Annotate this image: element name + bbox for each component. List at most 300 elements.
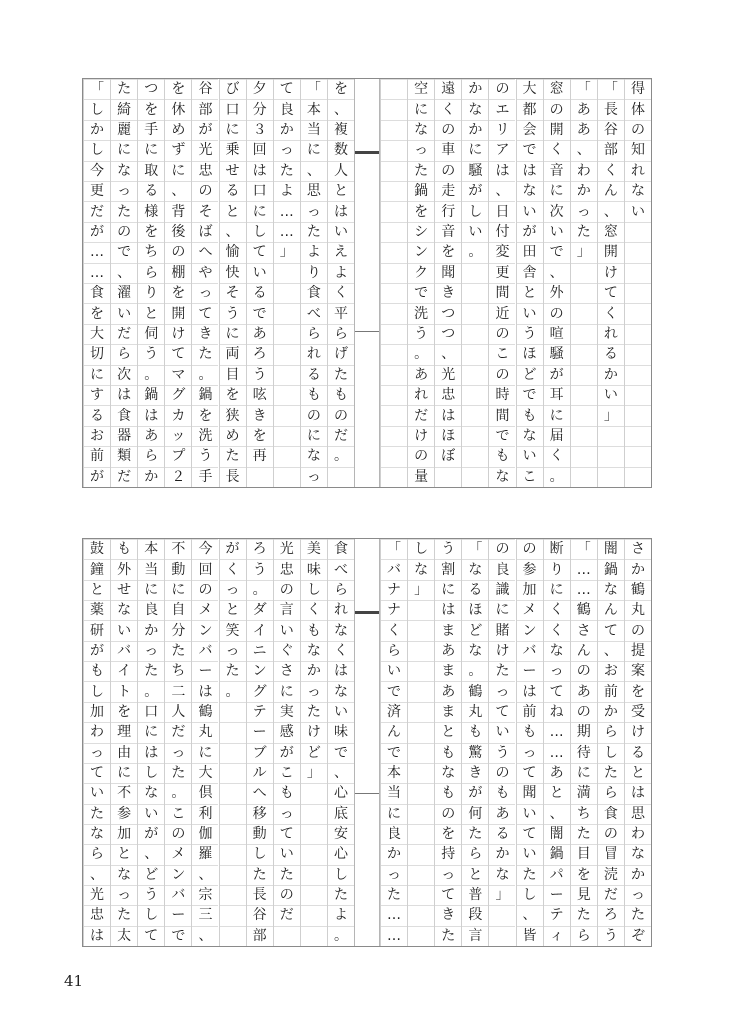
grid-cell	[381, 263, 407, 283]
manuscript-char: と	[90, 581, 105, 598]
manuscript-char: か	[603, 366, 618, 383]
manuscript-char: 舎	[522, 264, 537, 281]
manuscript-char: け	[171, 326, 186, 342]
manuscript-line	[247, 539, 273, 946]
manuscript-char: な	[306, 642, 321, 659]
manuscript-char: 背	[171, 203, 186, 220]
manuscript-char: っ	[630, 887, 645, 904]
manuscript-char: 回	[252, 142, 267, 159]
manuscript-char: に	[90, 366, 105, 383]
manuscript-char: く	[549, 448, 564, 465]
manuscript-char: グ	[252, 683, 267, 700]
manuscript-column	[407, 539, 434, 946]
manuscript-char: 」	[306, 765, 321, 782]
manuscript-char: 目	[225, 366, 240, 383]
manuscript-char: が	[90, 224, 105, 240]
manuscript-char: 言	[279, 602, 294, 619]
manuscript-char: 目	[576, 846, 591, 863]
manuscript-char: た	[279, 162, 294, 179]
manuscript-char: ほ	[468, 602, 483, 619]
manuscript-char: さ	[576, 622, 591, 639]
manuscript-char: 窓	[603, 224, 618, 240]
manuscript-char: ら	[603, 724, 618, 741]
manuscript-line	[274, 539, 300, 946]
manuscript-char: に	[306, 142, 321, 159]
manuscript-char: し	[603, 744, 618, 761]
manuscript-char: げ	[333, 346, 348, 363]
manuscript-char: よ	[306, 244, 321, 261]
manuscript-char: も	[522, 407, 537, 424]
manuscript-char: 丸	[198, 724, 213, 741]
manuscript-char: 提	[630, 642, 645, 659]
manuscript-char: …	[549, 724, 564, 741]
manuscript-char: で	[387, 744, 402, 761]
sheet-bottom-right-half	[379, 539, 651, 946]
manuscript-char: た	[576, 826, 591, 843]
manuscript-char: 。	[198, 366, 213, 383]
manuscript-char: ン	[522, 622, 537, 639]
manuscript-char: バ	[522, 642, 537, 659]
manuscript-char: が	[225, 541, 240, 558]
manuscript-char: ち	[171, 663, 186, 680]
manuscript-char: て	[441, 887, 456, 904]
manuscript-char: 、	[333, 765, 348, 782]
manuscript-char: は	[522, 683, 537, 700]
manuscript-sheet-top	[82, 78, 652, 488]
manuscript-char: に	[144, 142, 159, 159]
manuscript-char: と	[144, 305, 159, 322]
manuscript-char: た	[333, 366, 348, 383]
manuscript-char: 鶴	[630, 581, 645, 598]
manuscript-char: テ	[549, 907, 564, 924]
manuscript-line	[192, 539, 218, 946]
manuscript-char: る	[495, 826, 510, 843]
manuscript-char: は	[522, 162, 537, 179]
manuscript-char: ら	[603, 785, 618, 802]
manuscript-char: 平	[333, 305, 348, 322]
manuscript-char: 。	[549, 468, 564, 485]
manuscript-column	[327, 539, 354, 946]
manuscript-char: 宗	[198, 887, 213, 904]
grid-cell	[381, 242, 407, 262]
manuscript-char: 、	[198, 866, 213, 883]
manuscript-char: け	[414, 428, 429, 444]
manuscript-column	[327, 79, 354, 487]
manuscript-char: っ	[576, 203, 591, 220]
manuscript-char: の	[495, 541, 510, 558]
manuscript-char: 外	[117, 561, 132, 578]
manuscript-char: た	[387, 887, 402, 904]
manuscript-char: 段	[468, 907, 483, 924]
manuscript-char: か	[279, 122, 294, 138]
manuscript-char: な	[630, 846, 645, 863]
manuscript-char: の	[549, 101, 564, 118]
manuscript-char: て	[603, 622, 618, 639]
manuscript-char: 断	[549, 541, 564, 558]
manuscript-char: の	[198, 183, 213, 200]
manuscript-char: で	[252, 305, 267, 322]
manuscript-char: 鍋	[603, 561, 618, 578]
manuscript-char: す	[90, 387, 105, 404]
manuscript-char: 割	[441, 561, 456, 578]
manuscript-char: に	[549, 183, 564, 200]
manuscript-char: に	[414, 101, 429, 118]
grid-cell	[381, 324, 407, 344]
manuscript-char: 鼓	[90, 541, 105, 558]
manuscript-char: ん	[387, 724, 402, 741]
manuscript-column	[543, 539, 570, 946]
manuscript-char: 加	[522, 581, 537, 598]
manuscript-char: う	[495, 744, 510, 761]
manuscript-char: も	[90, 663, 105, 680]
manuscript-char: 参	[522, 561, 537, 578]
manuscript-char: 動	[252, 826, 267, 843]
manuscript-char: 由	[117, 744, 132, 761]
manuscript-char: の	[333, 407, 348, 424]
manuscript-line	[301, 539, 327, 946]
manuscript-char: 綺	[117, 101, 132, 118]
manuscript-char: け	[630, 724, 645, 741]
manuscript-char: ん	[576, 642, 591, 659]
manuscript-char: イ	[252, 622, 267, 639]
manuscript-char: 、	[225, 224, 240, 240]
manuscript-char: た	[171, 765, 186, 782]
manuscript-line	[328, 539, 354, 946]
manuscript-char: ン	[171, 866, 186, 883]
manuscript-char: あ	[576, 101, 591, 118]
manuscript-char: で	[522, 142, 537, 159]
manuscript-char: れ	[414, 387, 429, 404]
manuscript-char: …	[549, 744, 564, 761]
grid-cell	[381, 283, 407, 303]
manuscript-char: せ	[225, 162, 240, 179]
manuscript-char: な	[144, 785, 159, 802]
manuscript-char: 食	[306, 285, 321, 302]
manuscript-char: か	[495, 846, 510, 863]
manuscript-char: 麗	[117, 122, 132, 138]
manuscript-char: カ	[171, 407, 186, 424]
manuscript-char: 研	[90, 622, 105, 639]
manuscript-char: ク	[414, 264, 429, 281]
manuscript-char: の	[279, 887, 294, 904]
manuscript-char: 谷	[198, 81, 213, 98]
manuscript-column	[273, 539, 300, 946]
manuscript-char: い	[117, 305, 132, 322]
manuscript-char: つ	[441, 326, 456, 342]
manuscript-char: 。	[333, 448, 348, 465]
manuscript-line	[84, 539, 110, 946]
manuscript-char: か	[576, 183, 591, 200]
manuscript-char: 聞	[522, 785, 537, 802]
manuscript-line	[544, 539, 570, 946]
manuscript-char: 。	[333, 927, 348, 944]
manuscript-char: 良	[495, 561, 510, 578]
manuscript-char: ぞ	[630, 927, 645, 944]
manuscript-char: 両	[225, 346, 240, 363]
manuscript-line	[247, 79, 273, 487]
manuscript-char: に	[225, 122, 240, 138]
manuscript-char: 」	[414, 581, 429, 598]
manuscript-char: へ	[198, 244, 213, 261]
manuscript-char: あ	[144, 428, 159, 444]
manuscript-char: で	[171, 927, 186, 944]
manuscript-char: 人	[171, 703, 186, 720]
manuscript-char: た	[495, 663, 510, 680]
manuscript-char: 会	[522, 122, 537, 138]
manuscript-char: パ	[549, 866, 564, 883]
manuscript-char: い	[468, 224, 483, 240]
manuscript-char: ら	[333, 581, 348, 598]
manuscript-char: く	[549, 142, 564, 159]
manuscript-char: 空	[414, 81, 429, 98]
manuscript-char: 長	[225, 468, 240, 485]
manuscript-char: が	[522, 224, 537, 240]
manuscript-char: 開	[549, 122, 564, 138]
manuscript-char: 「	[90, 81, 105, 98]
manuscript-char: 識	[495, 581, 510, 598]
manuscript-char: う	[441, 541, 456, 558]
manuscript-char: か	[468, 122, 483, 138]
manuscript-char: っ	[306, 683, 321, 700]
manuscript-char: 、	[603, 203, 618, 220]
manuscript-char: 洗	[198, 428, 213, 444]
manuscript-char: う	[252, 561, 267, 578]
manuscript-char: 更	[90, 183, 105, 200]
manuscript-char: ろ	[252, 346, 267, 363]
manuscript-char: 期	[576, 724, 591, 741]
manuscript-char: ら	[387, 642, 402, 659]
manuscript-char: ー	[252, 724, 267, 741]
manuscript-char: こ	[495, 346, 510, 363]
manuscript-char: も	[306, 622, 321, 639]
manuscript-char: 本	[306, 101, 321, 118]
manuscript-char: な	[630, 183, 645, 200]
manuscript-char: い	[603, 387, 618, 404]
manuscript-char: し	[468, 203, 483, 220]
manuscript-char: は	[441, 407, 456, 424]
manuscript-char: の	[306, 407, 321, 424]
manuscript-char: で	[117, 244, 132, 261]
manuscript-char: い	[252, 264, 267, 281]
manuscript-char: お	[90, 428, 105, 444]
manuscript-char: て	[549, 683, 564, 700]
manuscript-char: だ	[171, 724, 186, 741]
manuscript-char: ま	[441, 703, 456, 720]
manuscript-char: に	[549, 581, 564, 598]
manuscript-char: た	[333, 887, 348, 904]
manuscript-char: と	[468, 866, 483, 883]
manuscript-char: 取	[144, 162, 159, 179]
manuscript-char: 夕	[252, 81, 267, 98]
manuscript-char: ナ	[387, 602, 402, 619]
manuscript-char: を	[252, 428, 267, 444]
manuscript-char: 皆	[522, 927, 537, 944]
manuscript-char: な	[495, 866, 510, 883]
manuscript-char: 持	[441, 846, 456, 863]
manuscript-line	[138, 539, 164, 946]
manuscript-char: 動	[171, 561, 186, 578]
manuscript-char: つ	[144, 81, 159, 98]
manuscript-char: 忠	[198, 162, 213, 179]
manuscript-char: 間	[495, 407, 510, 424]
manuscript-char: う	[198, 448, 213, 465]
manuscript-char: は	[144, 744, 159, 761]
manuscript-char: 。	[225, 683, 240, 700]
manuscript-char: だ	[279, 907, 294, 924]
manuscript-char: 「	[468, 541, 483, 558]
manuscript-char: も	[117, 541, 132, 558]
manuscript-sheet-bottom	[82, 538, 652, 947]
manuscript-char: く	[603, 305, 618, 322]
grid-cell	[381, 181, 407, 201]
manuscript-char: 「	[576, 541, 591, 558]
manuscript-char: 愉	[225, 244, 240, 261]
manuscript-char: た	[603, 765, 618, 782]
manuscript-char: と	[441, 724, 456, 741]
manuscript-char: っ	[306, 468, 321, 485]
manuscript-char: 驚	[468, 744, 483, 761]
manuscript-char: ダ	[252, 602, 267, 619]
manuscript-char: て	[198, 305, 213, 322]
manuscript-char: き	[198, 326, 213, 342]
manuscript-char: か	[144, 622, 159, 639]
manuscript-char: 谷	[603, 122, 618, 138]
manuscript-char: 光	[441, 366, 456, 383]
manuscript-char: 「	[306, 81, 321, 98]
manuscript-column	[219, 79, 246, 487]
manuscript-char: 、	[90, 866, 105, 883]
manuscript-char: 鍋	[414, 183, 429, 200]
manuscript-char: で	[522, 387, 537, 404]
manuscript-char: お	[603, 663, 618, 680]
manuscript-char: 実	[279, 703, 294, 720]
manuscript-char: へ	[252, 785, 267, 802]
manuscript-char: ば	[198, 224, 213, 240]
manuscript-char: の	[495, 765, 510, 782]
manuscript-char: い	[630, 203, 645, 220]
manuscript-char: 。	[252, 581, 267, 598]
manuscript-char: ん	[603, 602, 618, 619]
manuscript-char: と	[225, 203, 240, 220]
manuscript-char: る	[225, 183, 240, 200]
manuscript-char: た	[576, 907, 591, 924]
manuscript-char: に	[468, 142, 483, 159]
manuscript-char: と	[117, 846, 132, 863]
manuscript-char: 、	[522, 907, 537, 924]
manuscript-char: 「	[576, 81, 591, 98]
manuscript-line	[408, 539, 434, 946]
manuscript-char: 底	[333, 805, 348, 822]
manuscript-char: な	[414, 122, 429, 138]
manuscript-char: メ	[198, 602, 213, 619]
manuscript-char: ら	[144, 264, 159, 281]
manuscript-char: も	[495, 785, 510, 802]
manuscript-char: 伽	[198, 826, 213, 843]
manuscript-char: 手	[198, 468, 213, 485]
manuscript-char: ア	[495, 142, 510, 159]
manuscript-char: 人	[333, 162, 348, 179]
manuscript-char: ほ	[522, 346, 537, 363]
manuscript-char: に	[144, 581, 159, 598]
manuscript-char: り	[549, 561, 564, 578]
manuscript-char: っ	[414, 142, 429, 159]
manuscript-char: 部	[252, 927, 267, 944]
manuscript-char: 聞	[441, 264, 456, 281]
manuscript-char: か	[90, 122, 105, 138]
manuscript-char: っ	[117, 887, 132, 904]
manuscript-char: 濯	[117, 285, 132, 302]
manuscript-char: ッ	[171, 428, 186, 444]
manuscript-char: れ	[630, 162, 645, 179]
manuscript-char: な	[306, 448, 321, 465]
manuscript-char: …	[90, 244, 105, 261]
manuscript-char: 棚	[171, 264, 186, 281]
manuscript-char: リ	[495, 122, 510, 138]
manuscript-char: よ	[333, 264, 348, 281]
manuscript-char: て	[279, 826, 294, 843]
manuscript-column	[434, 79, 461, 487]
manuscript-char: き	[441, 907, 456, 924]
manuscript-char: だ	[333, 428, 348, 444]
manuscript-char: な	[468, 561, 483, 578]
manuscript-char: る	[468, 581, 483, 598]
manuscript-char: 口	[225, 101, 240, 118]
manuscript-char: か	[630, 866, 645, 883]
manuscript-char: い	[144, 805, 159, 822]
manuscript-char: 涜	[603, 866, 618, 883]
manuscript-char: け	[495, 642, 510, 659]
manuscript-column	[164, 79, 191, 487]
manuscript-char: を	[198, 407, 213, 424]
manuscript-char: 得	[630, 81, 645, 98]
manuscript-char: な	[414, 561, 429, 578]
manuscript-char: を	[630, 683, 645, 700]
manuscript-char: い	[333, 703, 348, 720]
manuscript-char: め	[171, 122, 186, 138]
manuscript-char: 変	[495, 244, 510, 261]
manuscript-char: し	[144, 765, 159, 782]
manuscript-char: わ	[90, 724, 105, 741]
manuscript-char: の	[441, 805, 456, 822]
manuscript-line	[408, 79, 434, 487]
manuscript-char: 」	[279, 244, 294, 261]
manuscript-char: 鐘	[90, 561, 105, 578]
manuscript-char: が	[468, 183, 483, 200]
grid-cell	[381, 446, 407, 466]
manuscript-char: 部	[603, 142, 618, 159]
manuscript-char: 今	[198, 541, 213, 558]
manuscript-char: く	[333, 285, 348, 302]
manuscript-char: ち	[576, 805, 591, 822]
manuscript-char: い	[279, 622, 294, 639]
manuscript-column	[164, 539, 191, 946]
manuscript-line	[435, 539, 461, 946]
manuscript-char: 谷	[252, 907, 267, 924]
manuscript-char: 心	[333, 846, 348, 863]
manuscript-char: ね	[549, 703, 564, 720]
manuscript-char: 時	[495, 387, 510, 404]
manuscript-char: い	[522, 805, 537, 822]
manuscript-char: っ	[225, 581, 240, 598]
grid-cell	[381, 385, 407, 405]
manuscript-char: 本	[387, 765, 402, 782]
manuscript-char: 済	[387, 703, 402, 720]
manuscript-char: い	[387, 663, 402, 680]
manuscript-char: 長	[252, 887, 267, 904]
manuscript-char: た	[171, 642, 186, 659]
manuscript-char: 回	[198, 561, 213, 578]
manuscript-char: さ	[630, 541, 645, 558]
